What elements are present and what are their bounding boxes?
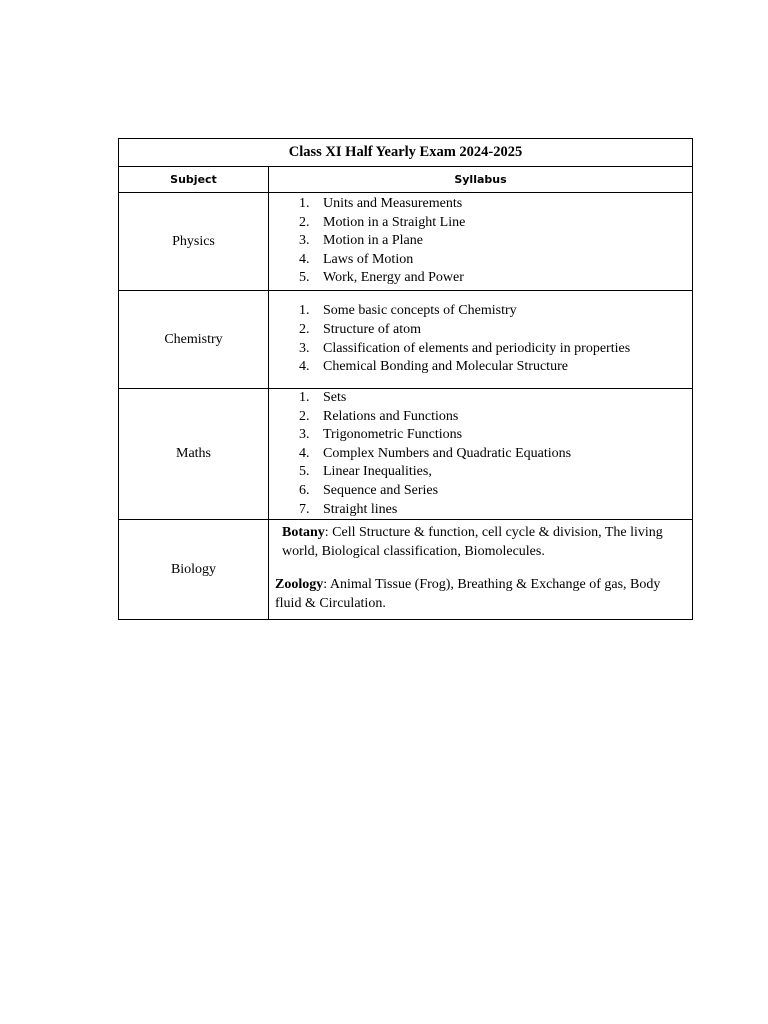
topic-list-chemistry — [269, 302, 692, 376]
list-item: 7. Straight lines — [299, 501, 398, 517]
table-row-maths — [119, 389, 693, 520]
topic-list-maths — [269, 389, 692, 519]
list-item: 4. Complex Numbers and Quadratic Equations — [299, 445, 572, 461]
list-item: 2. Structure of atom — [299, 321, 421, 337]
syllabus-physics — [269, 193, 693, 291]
list-item: 5. Work, Energy and Power — [299, 270, 464, 286]
syllabus-biology — [269, 520, 693, 620]
table-row-biology — [119, 520, 693, 620]
list-item: 6. Sequence and Series — [299, 482, 439, 498]
botany-paragraph — [275, 524, 682, 561]
list-item: 2. Motion in a Straight Line — [299, 214, 466, 230]
subject-physics: Physics — [119, 193, 269, 291]
list-item: 3. Trigonometric Functions — [299, 427, 463, 443]
table-row-chemistry — [119, 291, 693, 389]
syllabus-maths — [269, 389, 693, 520]
syllabus-chemistry — [269, 291, 693, 389]
table-title: Class XI Half Yearly Exam 2024-2025 — [119, 139, 693, 167]
list-item: 4. Laws of Motion — [299, 251, 414, 267]
subject-header: Subject — [119, 167, 269, 193]
zoology-text-line2: fluid & Circulation. — [275, 595, 386, 611]
subject-maths: Maths — [119, 389, 269, 520]
list-item: 1. Some basic concepts of Chemistry — [299, 303, 517, 319]
table-row-physics — [119, 193, 693, 291]
header-row — [119, 167, 693, 193]
list-item: 4. Chemical Bonding and Molecular Structure — [299, 359, 568, 375]
botany-text-line1: : Cell Structure & function, cell cycle & division, The living — [324, 525, 663, 541]
subject-chemistry: Chemistry — [119, 291, 269, 389]
list-item: 1. Sets — [299, 390, 347, 405]
botany-text-line2: world, Biological classification, Biomolecules. — [282, 543, 545, 559]
zoology-paragraph — [275, 576, 682, 613]
list-item: 3. Motion in a Plane — [299, 233, 423, 249]
zoology-label: Zoology — [275, 577, 324, 593]
syllabus-header: Syllabus — [269, 167, 693, 193]
list-item: 3. Classification of elements and periodicity in properties — [299, 340, 631, 356]
syllabus-table — [118, 138, 693, 620]
zoology-text-line1: : Animal Tissue (Frog), Breathing & Exchange of gas, Body — [323, 577, 661, 593]
list-item: 5. Linear Inequalities, — [299, 464, 432, 480]
list-item: 2. Relations and Functions — [299, 408, 459, 424]
title-row — [119, 139, 693, 167]
botany-label: Botany — [282, 525, 325, 541]
topic-list-physics — [269, 195, 692, 288]
subject-biology: Biology — [119, 520, 269, 620]
list-item: 1. Units and Measurements — [299, 196, 463, 212]
biology-syllabus-text — [269, 520, 692, 619]
